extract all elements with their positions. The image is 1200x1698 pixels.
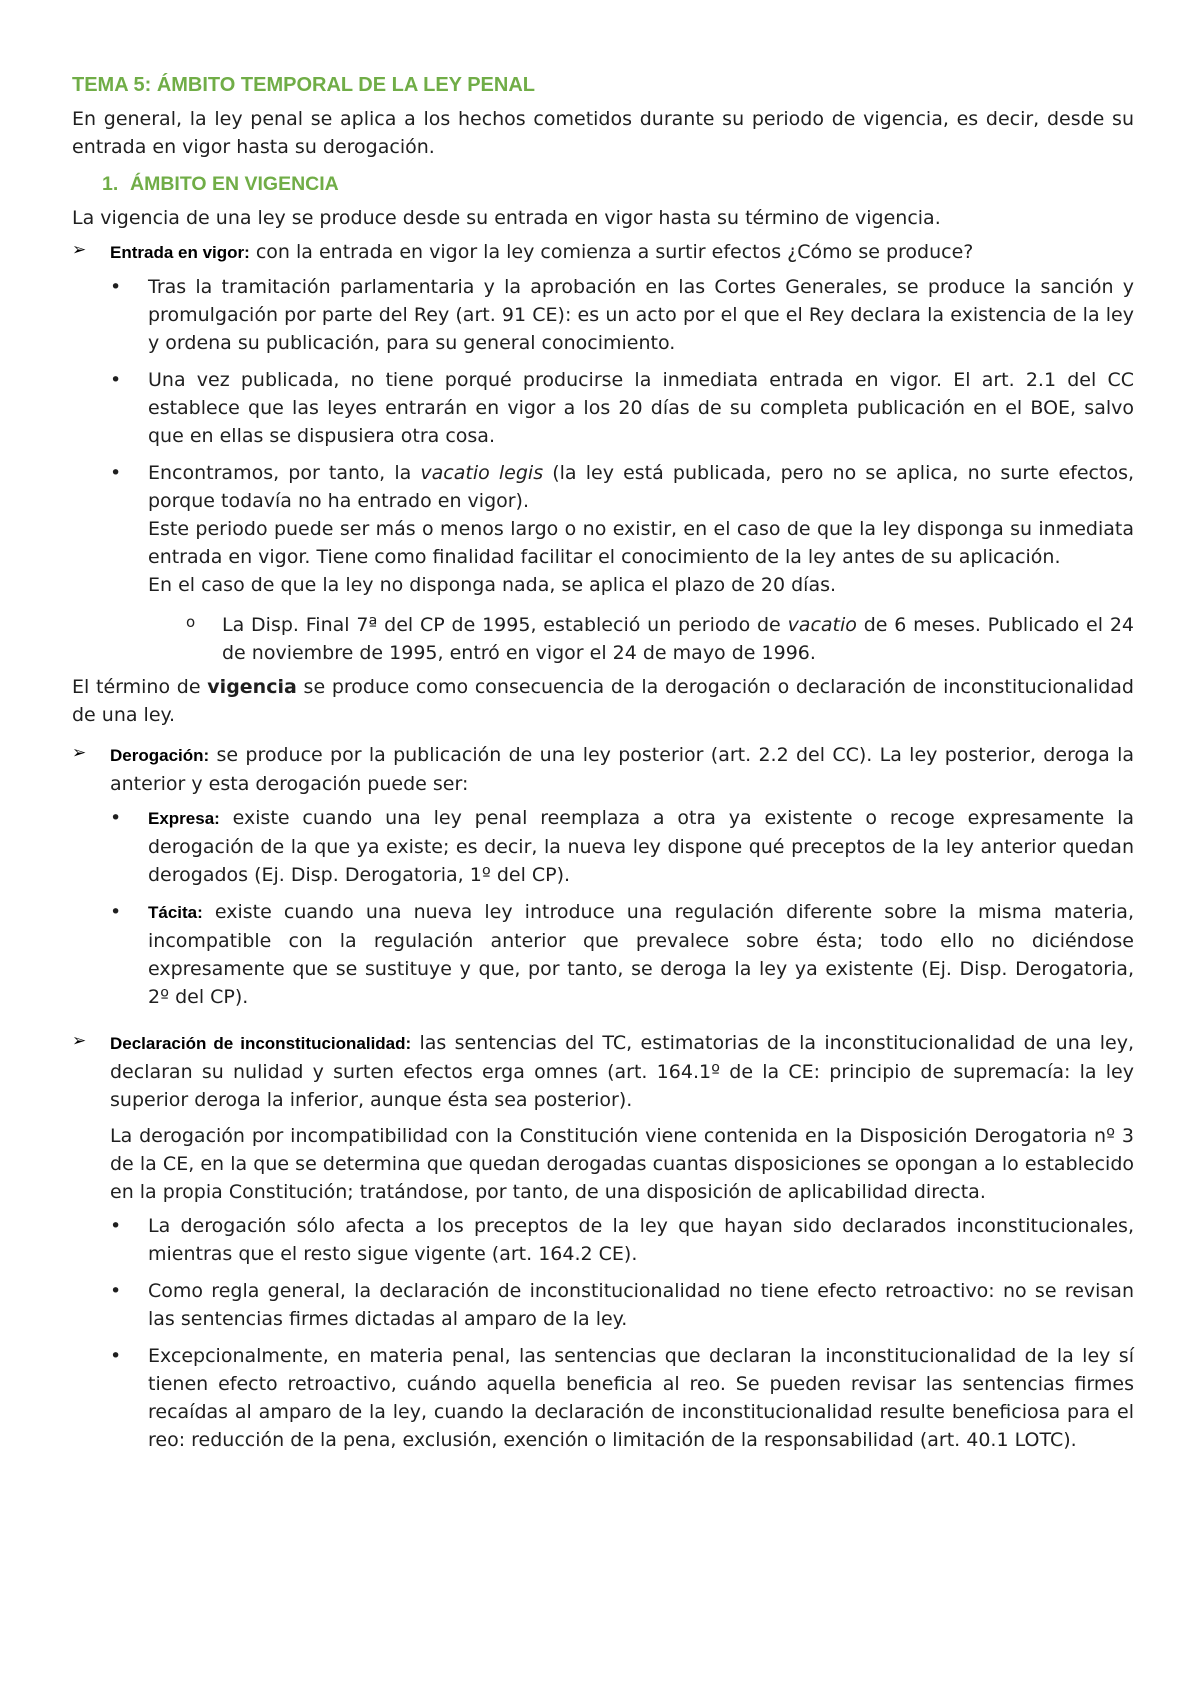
list-item: • Como regla general, la declaración de inconstitucionalidad no tiene efecto retroactivo: no se revisan las sentencias firmes dictadas al amparo de la ley. bbox=[110, 1277, 1134, 1333]
inconstitucionalidad-item: ➢ Declaración de inconstitucionalidad: las sentencias del TC, estimatorias de la inconstitucionalidad de una ley, declaran su nulidad y surten efectos erga omnes (art. 164.1º de la CE: principio de supremacía: la ley superior deroga la inferior, aunque ésta sea posterior). La derogación por incompatibilidad con la Constitución viene contenida en la Disposición Derogatoria nº 3 de la CE, en la que se determina que quedan derogadas cuantas disposiciones se opongan a lo establecido en la propia Constitución; tratándose, por tanto, de una disposición de aplicabilidad directa. • La derogación sólo afecta a los preceptos de la ley que hayan sido declarados inconstitucionales, mientras que el resto sigue vigente (art. 164.2 CE). • Como regla general, la declaración de inconstitucionalidad no tiene efecto retroactivo: no se revisan las sentencias firmes dictadas al amparo de la ley. • Excepcionalmente, en materia penal, las sentencias que declaran la inconstitucionalidad de la ley sí tienen efecto retroactivo, cuándo aquella beneficia al reo. Se pueden revisar las sentencias firmes recaídas al amparo de la ley, cuando la declaración de inconstitucionalidad resulte beneficiosa para el reo: reducción de la pena, exclusión, exención o limitación de la responsabilidad (art. 40.1 LOTC). bbox=[72, 1029, 1134, 1454]
bullet-icon: • bbox=[110, 807, 122, 829]
list-item: • La derogación sólo afecta a los preceptos de la ley que hayan sido declarados inconstitucionales, mientras que el resto sigue vigente (art. 164.2 CE). bbox=[110, 1212, 1134, 1268]
list-item: • Excepcionalmente, en materia penal, las sentencias que declaran la inconstitucionalidad de la ley sí tienen efecto retroactivo, cuándo aquella beneficia al reo. Se pueden revisar las sentencias firmes recaídas al amparo de la ley, cuando la declaración de inconstitucionalidad resulte beneficiosa para el reo: reducción de la pena, exclusión, exención o limitación de la responsabilidad (art. 40.1 LOTC). bbox=[110, 1342, 1134, 1454]
arrow-bullet-icon: ➢ bbox=[72, 1031, 87, 1051]
disp-final-subitem: o La Disp. Final 7ª del CP de 1995, estableció un periodo de vacatio de 6 meses. Publicado el 24 de noviembre de 1995, entró en vigor el 24 de mayo de 1996. bbox=[186, 613, 1134, 664]
termino-paragraph: El término de vigencia se produce como consecuencia de la derogación o declaración de inconstitucionalidad de una ley. bbox=[72, 676, 1134, 726]
derogacion-item: ➢ Derogación: se produce por la publicación de una ley posterior (art. 2.2 del CC). La ley posterior, deroga la anterior y esta derogación puede ser: • Expresa: existe cuando una ley penal reemplaza a otra ya existente o recoge expresamente la derogación de la que ya existe; es decir, la nueva ley dispone qué preceptos de la ley anterior quedan derogados (Ej. Disp. Derogatoria, 1º del CP). • Tácita: existe cuando una nueva ley introduce una regulación diferente sobre la misma materia, incompatible con la regulación anterior que prevalece sobre ésta; todo ello no diciéndose expresamente que se sustituye y que, por tanto, se deroga la ley ya existente (Ej. Disp. Derogatoria, 2º del CP). bbox=[72, 741, 1134, 1011]
circle-bullet-icon: o bbox=[186, 613, 196, 631]
entrada-text: con la entrada en vigor la ley comienza a surtir efectos ¿Cómo se produce? bbox=[249, 241, 974, 263]
arrow-bullet-icon: ➢ bbox=[72, 743, 87, 763]
section-heading-text: ÁMBITO EN VIGENCIA bbox=[130, 173, 339, 195]
list-item: • Tras la tramitación parlamentaria y la aprobación en las Cortes Generales, se produce la sanción y promulgación por parte del Rey (art. 91 CE): es un acto por el que el Rey declara la existencia de la ley y ordena su publicación, para su general conocimiento. bbox=[110, 273, 1134, 357]
entrada-label: Entrada en vigor: bbox=[110, 243, 250, 262]
bullet-icon: • bbox=[110, 1345, 122, 1367]
list-item: • Expresa: existe cuando una ley penal reemplaza a otra ya existente o recoge expresamente la derogación de la que ya existe; es decir, la nueva ley dispone qué preceptos de la ley anterior quedan derogados (Ej. Disp. Derogatoria, 1º del CP). bbox=[110, 804, 1134, 889]
inconst-bullet-list bbox=[110, 1212, 1134, 1454]
entrada-bullet-list bbox=[110, 273, 1134, 599]
bullet-icon: • bbox=[110, 1215, 122, 1237]
derogacion-constitucion-paragraph: La derogación por incompatibilidad con la Constitución viene contenida en la Disposición Derogatoria nº 3 de la CE, en la que se determina que quedan derogadas cuantas disposiciones se opongan a lo establecido en la propia Constitución; tratándose, por tanto, de una disposición de aplicabilidad directa. bbox=[110, 1125, 1134, 1203]
bullet-icon: • bbox=[110, 276, 122, 298]
bullet-icon: • bbox=[110, 1280, 122, 1302]
vigencia-lead: La vigencia de una ley se produce desde su entrada en vigor hasta su término de vigencia. bbox=[72, 207, 941, 229]
section-number: 1. bbox=[102, 173, 119, 195]
arrow-bullet-icon: ➢ bbox=[72, 240, 87, 260]
vacatio-legis-term: vacatio legis bbox=[420, 462, 544, 484]
intro-paragraph: En general, la ley penal se aplica a los hechos cometidos durante su periodo de vigencia, es decir, desde su entrada en vigor hasta su derogación. bbox=[72, 108, 1134, 158]
list-item: • Tácita: existe cuando una nueva ley introduce una regulación diferente sobre la misma materia, incompatible con la regulación anterior que prevalece sobre ésta; todo ello no diciéndose expresamente que se sustituye y que, por tanto, se deroga la ley ya existente (Ej. Disp. Derogatoria, 2º del CP). bbox=[110, 898, 1134, 1011]
entrada-en-vigor-item bbox=[72, 238, 1134, 599]
list-item: • Una vez publicada, no tiene porqué producirse la inmediata entrada en vigor. El art. 2.1 del CC establece que las leyes entrarán en vigor a los 20 días de su completa publicación en el BOE, salvo que en ellas se dispusiera otra cosa. bbox=[110, 366, 1134, 450]
bullet-icon: • bbox=[110, 901, 122, 923]
bullet-icon: • bbox=[110, 369, 122, 391]
list-item: • Encontramos, por tanto, la vacatio legis (la ley está publicada, pero no se aplica, no surte efectos, porque todavía no ha entrado en vigor). Este periodo puede ser más o menos largo o no existir, en el caso de que la ley disponga su inmediata entrada en vigor. Tiene como finalidad facilitar el conocimiento de la ley antes de su aplicación. En el caso de que la ley no disponga nada, se aplica el plazo de 20 días. bbox=[110, 459, 1134, 599]
derogacion-bullet-list bbox=[110, 804, 1134, 1011]
page-title: TEMA 5: ÁMBITO TEMPORAL DE LA LEY PENAL bbox=[72, 74, 535, 96]
bullet-icon: • bbox=[110, 462, 122, 484]
section-heading bbox=[102, 173, 1134, 196]
